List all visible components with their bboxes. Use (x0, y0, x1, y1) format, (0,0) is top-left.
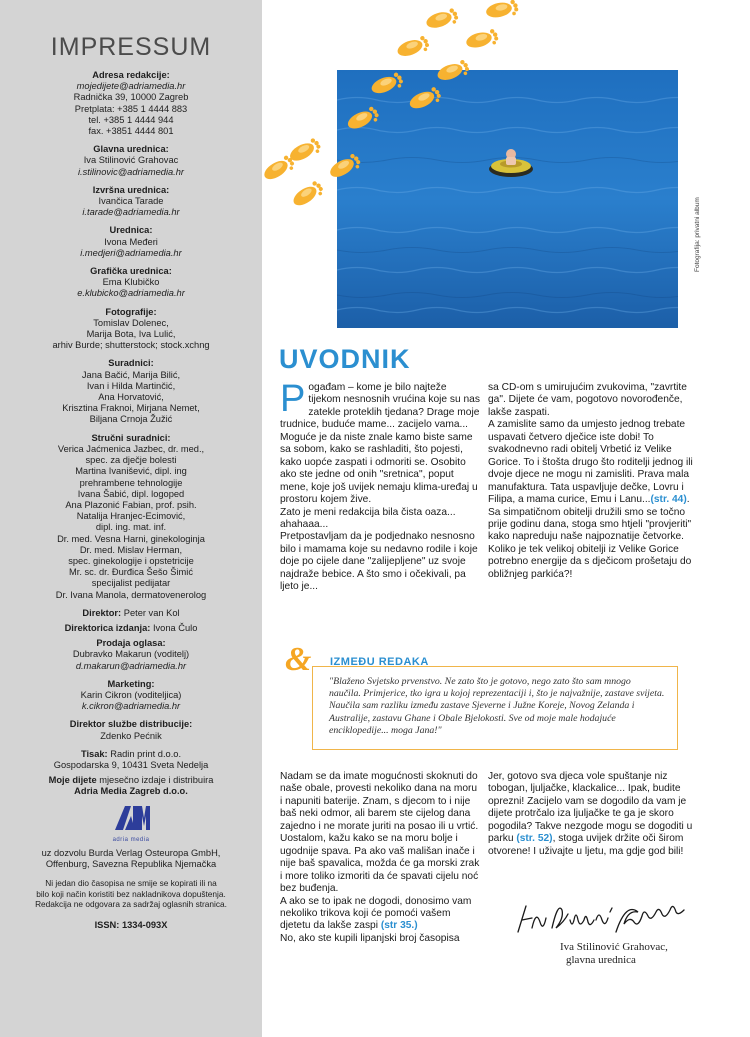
publishing-director-heading: Direktorica izdanja: (64, 622, 151, 633)
chief-editor-email[interactable]: i.stilinovic@adriamedia.hr (77, 166, 185, 177)
handwritten-signature (514, 898, 694, 938)
editorial-column-4 (488, 771, 693, 858)
contributors-line: Jana Bačić, Marija Bilić, (81, 369, 181, 380)
address-heading: Adresa redakcije: (92, 70, 170, 80)
director-name: Peter van Kol (123, 607, 180, 618)
graphic-editor-section (0, 266, 262, 300)
print-line (0, 749, 262, 760)
editor-name: Ivona Međeri (104, 236, 158, 247)
editorial-paragraph: Pretpostavljam da je podjednako nesnosno bilo i mamama koje su nedavno rodile i koje doje po cijele dane "zalijepljene" uz svoje najdraže bebice. A što smo i očekivali, pa ljeto je... (280, 531, 478, 593)
editorial-text: A zamislite samo da umjesto jednog trebate uspavati četvero dječice iste dobi! To svakodnevno radi obitelj Vrbetić iz Velike Gorice. To i štošta drugo što roditelji jednog ili dvoje djece ne mogu ni zamisliti. Prava mala manufaktura. Tata uspavljuje dečke, Lovru i Filipa, a mama curice, Emu i Lanu... (488, 419, 693, 506)
editorial-paragraph: Zato je meni redakcija bila čista oaza... ahahaaa... (280, 506, 456, 530)
contributors-line: Biljana Crnoja Žužić (89, 414, 173, 425)
experts-line: Dr. Ivana Manola, dermatovenerolog (55, 589, 207, 600)
ad-sales-name: Dubravko Makarun (voditelj) (72, 649, 190, 660)
publishing-director-line (0, 623, 262, 634)
experts-line: Ivana Šabić, dipl. logoped (77, 488, 185, 499)
editorial-paragraph: No, ako ste kupili lipanjski broj časopisa (280, 932, 460, 944)
experts-heading: Stručni suradnici: (91, 432, 171, 443)
editorial-text: Jer, gotovo sva djeca vole spuštanje niz tobogan, ljuljačke, klackalice... Ipak, budite oprezni! Zacijelo vam se dogodilo da vam je dijete protrčalo iza ljuljačke te ga je skoro pogodila? Takve nezgode mogu se dogoditi u parku (488, 771, 693, 845)
editorial-paragraph (280, 378, 480, 507)
signature-line-2: glavna urednica (566, 954, 636, 966)
license-line: uz dozvolu Burda Verlag Osteuropa GmbH, (41, 847, 221, 858)
print-name: Radin print d.o.o. (110, 748, 182, 759)
issn: ISSN: 1334-093X (94, 919, 168, 930)
executive-editor-name: Ivančica Tarade (98, 196, 164, 207)
director-heading: Direktor: (82, 607, 122, 618)
sea-photo-image (337, 70, 678, 328)
editor-section (0, 225, 262, 259)
editorial-title: UVODNIK (279, 344, 411, 374)
chief-editor-heading: Glavna urednica: (93, 144, 169, 155)
impressum-title: IMPRESSUM (50, 33, 212, 61)
editorial-paragraph: sa CD-om s umirujućim zvukovima, "zavrtite ga". Dijete će vam, pogotovo novorođenče, lakše zaspati. (488, 382, 687, 418)
page-reference-link[interactable]: (str 35.) (380, 920, 418, 932)
experts-line: Natalija Hranjec-Ecimović, (76, 511, 186, 522)
editorial-text: A ako se to ipak ne dogodi, donosimo vam nekoliko trikova koji će pomoći vašem djetetu da lakše zaspi (280, 895, 472, 932)
address-section (0, 70, 262, 137)
print-section (0, 749, 262, 771)
experts-section (0, 433, 262, 601)
address-email[interactable]: mojedijete@adriamedia.hr (76, 81, 186, 92)
editorial-column-2 (488, 382, 693, 581)
editorial-paragraph (280, 896, 480, 933)
logo-text: adria media (112, 836, 150, 843)
distribution-heading: Direktor službe distribucije: (69, 719, 193, 730)
address-subscription: Pretplata: +385 1 4444 883 (74, 103, 188, 114)
marketing-section (0, 679, 262, 713)
address-fax: fax. +3851 4444 801 (88, 126, 174, 137)
experts-line: prehrambene tehnologije (79, 477, 183, 488)
contributors-line: Krisztina Fraknoi, Mirjana Nemet, (62, 403, 200, 414)
ad-sales-heading: Prodaja oglasa: (96, 638, 166, 649)
photo-credit: Fotografija: privatni album (694, 197, 701, 272)
experts-line: specijalist pedijatar (91, 578, 171, 589)
photos-heading: Fotografije: (105, 306, 157, 317)
sea-photo (337, 70, 678, 328)
chief-editor-section (0, 144, 262, 178)
adria-media-logo-mark (111, 804, 151, 834)
page-reference-link[interactable]: (str. 44) (650, 494, 687, 506)
contributors-section (0, 358, 262, 425)
experts-line: spec. za dječje bolesti (85, 455, 177, 466)
disclaimer-line: bilo koji način koristiti bez nakladnikova dopuštenja. (36, 888, 226, 899)
disclaimer-line: Redakcija ne odgovara za sadržaj oglasnih stranica. (35, 899, 227, 910)
marketing-email[interactable]: k.cikron@adriamedia.hr (81, 701, 181, 712)
editorial-paragraph: A zamislite samo da umjesto jednog trebate uspavati četvero dječice iste dobi! To svakodnevno radi obitelj Vrbetić iz Velike Gorice. To i štošta drugo što roditelji jednog ili dvoje djece ne mogu ni zamisliti. Prava mala manufaktura. Tata uspavljuje dečke, Lovru i Filipa, a mama curice, Emu i Lanu...(str. 44). (488, 419, 693, 506)
editor-email[interactable]: i.medjeri@adriamedia.hr (80, 247, 182, 258)
marketing-heading: Marketing: (107, 678, 155, 689)
between-lines-title: IZMEĐU REDAKA (330, 656, 429, 668)
graphic-editor-heading: Grafička urednica: (90, 266, 172, 277)
print-heading: Tisak: (80, 748, 108, 759)
executive-editor-email[interactable]: i.tarade@adriamedia.hr (82, 207, 180, 218)
editorial-paragraph: Sa simpatičnom obitelji družili smo se točno prije godinu dana, stoga smo htjeli "provjeriti" kako napreduju naše najpoznatije četvorke. (488, 506, 692, 543)
page-reference-link[interactable]: (str. 52) (516, 833, 553, 845)
contributors-line: Ana Horvatović, (98, 392, 164, 403)
publisher-section (0, 775, 262, 797)
photos-line: Marija Bota, Iva Lulić, (86, 329, 176, 340)
experts-line: Ana Plazonić Fabian, prof. psih. (65, 499, 197, 510)
experts-line: Verica Jaćmenica Jazbec, dr. med., (57, 443, 205, 454)
publisher-text: mjesečno izdaje i distribuira (99, 775, 214, 786)
ad-sales-email[interactable]: d.makarun@adriamedia.hr (75, 660, 187, 671)
distribution-section (0, 719, 262, 741)
photos-line: arhiv Burde; shutterstock; stock.xchng (52, 340, 210, 351)
license-line: Offenburg, Savezna Republika Njemačka (45, 858, 217, 869)
graphic-editor-email[interactable]: e.klubicko@adriamedia.hr (77, 288, 185, 299)
adria-media-logo (111, 804, 151, 844)
between-lines-quote-box (312, 666, 678, 750)
publisher-company: Adria Media Zagreb d.o.o. (74, 786, 188, 797)
contributors-line: Ivan i Hilda Martinčić, (86, 380, 176, 391)
disclaimer-section (0, 878, 262, 910)
between-lines-quote: "Blaženo Svjetsko prvenstvo. Ne zato što je gotovo, nego zato što sam mnogo naučila. Primjerice, tko igra u kojoj reprezentaciji i, što je najvažnije, zastave svijeta. Naučila sam razliku između zastave Sjeverne i Južne Koreje, Novog Zelanda i Australije, zastavu Ghane i Obale Bjelokosti. Sve od moje male hodajuće enciklopedije... moga Jana!" (329, 676, 665, 736)
experts-line: Dr. med. Mislav Herman, (79, 544, 183, 555)
publisher-line (0, 775, 262, 786)
chief-editor-name: Iva Stilinović Grahovac (83, 155, 179, 166)
dropcap: P (280, 378, 306, 420)
publishing-director-name: Ivona Čulo (152, 622, 198, 633)
editor-heading: Urednica: (109, 225, 153, 236)
ampersand-icon: & (285, 641, 312, 678)
editorial-paragraph (488, 771, 693, 858)
contributors-heading: Suradnici: (108, 358, 154, 369)
graphic-editor-name: Ema Klubičko (102, 277, 160, 288)
photos-section (0, 307, 262, 352)
address-tel: tel. +385 1 4444 944 (88, 114, 174, 125)
experts-line: spec. ginekologije i opstetricije (68, 555, 194, 566)
editorial-text: ogađam – kome je bilo najteže tijekom nesnosnih vrućina koje su nas zatekle proteklih tjedana? Drage moje trudnice, buduće mame... zacijelo vama... Moguće je da niste znale kamo biste same sa sobom, kako se rashladiti, što pojesti, kako uopće zaspati i odmoriti se. Osobito ako ste jedne od onih "sretnica", poput mene, koje još uvijek nemaju klima-uređaj u prostoru kojem žive. (280, 382, 480, 506)
editorial-column-1 (280, 378, 480, 594)
photos-line: Tomislav Dolenec, (93, 317, 169, 328)
experts-line: Mr. sc. dr. Đurđica Šešo Šimić (69, 567, 193, 578)
license-section (0, 848, 262, 870)
editorial-paragraph: Nadam se da imate mogućnosti skoknuti do naše obale, provesti nekoliko dana na moru i napuniti baterije. Znam, s djecom to i nije baš neki odmor, ali barem ste cijelog dana zajedno i ne morate juriti na posao ili u vrtić. Uostalom, kažu kako se na moru bolje i ugodnije spava. Pa ako vaš mališan inače i nije baš spavalica, možda će ga morski zrak i more toliko izmoriti da će spavati cijelu noć bez buđenja. (280, 771, 480, 895)
marketing-name: Karin Cikron (voditeljica) (80, 689, 182, 700)
publisher-brand: Moje dijete (48, 775, 97, 786)
impressum-sidebar (0, 0, 262, 1037)
executive-editor-heading: Izvršna urednica: (92, 184, 170, 195)
editorial-text: , stoga uvijek držite oči širom otvorene! I uživajte u ljetu, ma gdje god bili! (488, 833, 684, 857)
editorial-paragraph: Koliko je tek velikoj obitelji iz Velike Gorice potrebno energije da s dječicom prošetaju do obližnjeg parkića?! (488, 543, 692, 580)
experts-line: Dr. med. Vesna Harni, ginekologinja (57, 533, 205, 544)
signature-name (560, 941, 668, 967)
editorial-column-3 (280, 771, 480, 945)
director-line (0, 608, 262, 619)
disclaimer-line: Ni jedan dio časopisa ne smije se kopirati ili na (45, 878, 217, 889)
distribution-name: Zdenko Pećnik (100, 730, 162, 741)
experts-line: dipl. ing. mat. inf. (95, 522, 167, 533)
executive-editor-section (0, 185, 262, 219)
ad-sales-section (0, 638, 262, 672)
address-street: Radnička 39, 10000 Zagreb (73, 92, 189, 103)
signature-line-1: Iva Stilinović Grahovac, (560, 941, 668, 953)
print-address: Gospodarska 9, 10431 Sveta Nedelja (53, 759, 209, 770)
experts-line: Martina Ivanišević, dipl. ing (75, 466, 187, 477)
